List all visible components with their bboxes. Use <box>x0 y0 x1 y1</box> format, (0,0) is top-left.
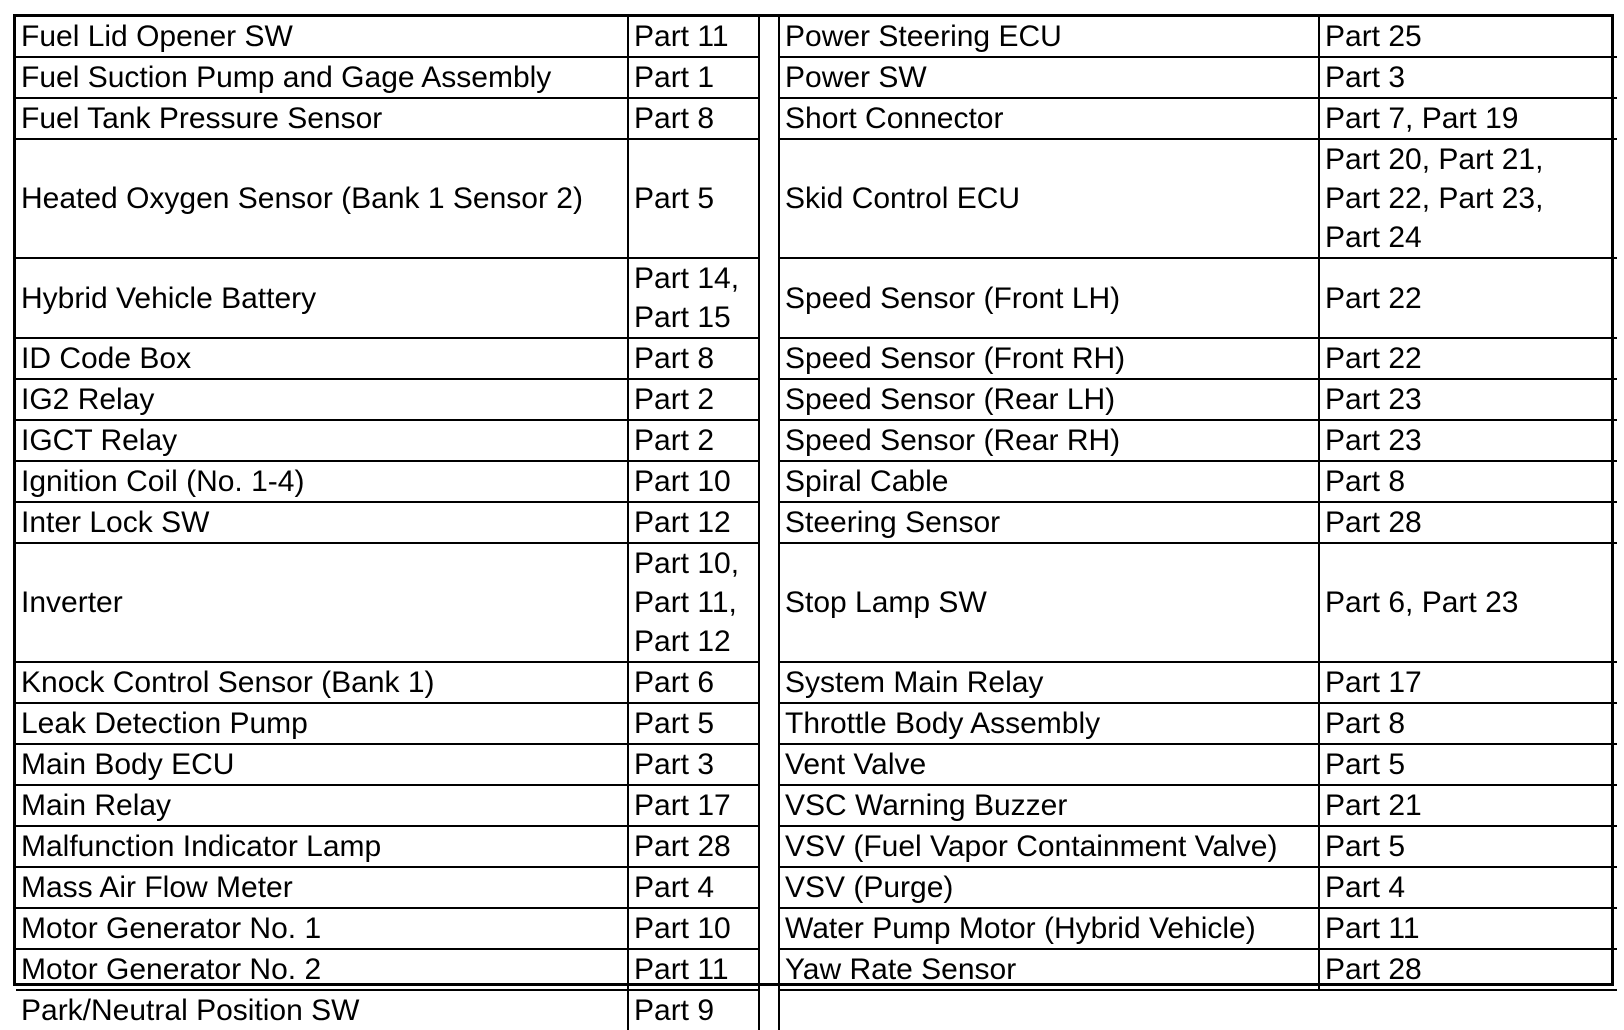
right-component-parts <box>1319 502 1617 543</box>
right-component-parts <box>1319 57 1617 98</box>
parts-location-table <box>13 14 1614 1027</box>
column-divider <box>759 379 779 420</box>
left-component-name: Main Relay <box>16 785 628 826</box>
table-row <box>16 379 1617 420</box>
part-reference: Part 20, Part 21, <box>1325 143 1544 176</box>
part-reference: Part 4 <box>634 871 715 904</box>
left-component-name: Motor Generator No. 2 <box>16 949 628 990</box>
part-reference: Part 12 <box>634 625 731 658</box>
left-component-name: Heated Oxygen Sensor (Bank 1 Sensor 2) <box>16 139 628 258</box>
table-row <box>16 461 1617 502</box>
part-reference: Part 17 <box>634 789 731 822</box>
right-component-parts <box>1319 662 1617 703</box>
right-component-name: Power SW <box>779 57 1319 98</box>
part-reference: Part 3 <box>1325 61 1406 94</box>
part-reference: Part 11, <box>634 586 737 619</box>
part-reference: Part 6 <box>634 666 715 699</box>
left-component-parts <box>628 785 759 826</box>
left-component-name: Inter Lock SW <box>16 502 628 543</box>
part-reference: Part 10 <box>634 912 731 945</box>
table-row <box>16 543 1617 662</box>
left-component-parts <box>628 338 759 379</box>
column-divider <box>759 139 779 258</box>
right-component-name: VSV (Purge) <box>779 867 1319 908</box>
right-component-name: Power Steering ECU <box>779 17 1319 57</box>
column-divider <box>759 949 779 990</box>
left-component-name: Malfunction Indicator Lamp <box>16 826 628 867</box>
left-component-parts <box>628 17 759 57</box>
column-divider <box>759 908 779 949</box>
part-reference: Part 11 <box>634 953 729 986</box>
left-component-parts <box>628 867 759 908</box>
column-divider <box>759 258 779 338</box>
part-reference: Part 22, Part 23, <box>1325 182 1544 215</box>
left-component-name: Motor Generator No. 1 <box>16 908 628 949</box>
right-component-name: System Main Relay <box>779 662 1319 703</box>
left-component-parts <box>628 379 759 420</box>
part-reference: Part 25 <box>1325 20 1422 53</box>
left-component-parts <box>628 949 759 990</box>
right-component-parts <box>1319 908 1617 949</box>
left-component-name: Fuel Suction Pump and Gage Assembly <box>16 57 628 98</box>
right-component-parts <box>1319 420 1617 461</box>
right-component-parts <box>1319 543 1617 662</box>
left-component-parts <box>628 662 759 703</box>
column-divider <box>759 662 779 703</box>
part-reference: Part 28 <box>1325 506 1422 539</box>
part-reference: Part 10, <box>634 547 740 580</box>
part-reference: Part 28 <box>1325 953 1422 986</box>
right-component-parts <box>1319 744 1617 785</box>
right-component-name: Speed Sensor (Front LH) <box>779 258 1319 338</box>
left-component-name: Inverter <box>16 543 628 662</box>
column-divider <box>759 98 779 139</box>
left-component-name: Mass Air Flow Meter <box>16 867 628 908</box>
part-reference: Part 22 <box>1325 342 1422 375</box>
part-reference: Part 23 <box>1325 383 1422 416</box>
part-reference: Part 7, Part 19 <box>1325 102 1519 135</box>
right-component-name: Steering Sensor <box>779 502 1319 543</box>
table-row <box>16 785 1617 826</box>
right-component-name: Water Pump Motor (Hybrid Vehicle) <box>779 908 1319 949</box>
table-row <box>16 703 1617 744</box>
right-component-parts <box>1319 826 1617 867</box>
part-reference: Part 9 <box>634 994 715 1027</box>
left-component-name: Main Body ECU <box>16 744 628 785</box>
part-reference: Part 8 <box>634 342 715 375</box>
right-component-name: Short Connector <box>779 98 1319 139</box>
part-reference: Part 11 <box>1325 912 1420 945</box>
part-reference: Part 5 <box>634 182 715 215</box>
left-component-name: Fuel Tank Pressure Sensor <box>16 98 628 139</box>
column-divider <box>759 990 779 1030</box>
parts-grid <box>16 17 1617 1030</box>
table-row <box>16 826 1617 867</box>
left-component-parts <box>628 502 759 543</box>
part-reference: Part 2 <box>634 424 715 457</box>
part-reference: Part 12 <box>634 506 731 539</box>
right-component-parts <box>1319 258 1617 338</box>
right-component-parts <box>1319 338 1617 379</box>
left-component-name: IGCT Relay <box>16 420 628 461</box>
right-component-name: VSC Warning Buzzer <box>779 785 1319 826</box>
table-row <box>16 744 1617 785</box>
left-component-parts <box>628 98 759 139</box>
left-component-parts <box>628 744 759 785</box>
left-component-name: Knock Control Sensor (Bank 1) <box>16 662 628 703</box>
right-component-name: Speed Sensor (Rear LH) <box>779 379 1319 420</box>
table-row <box>16 949 1617 990</box>
table-row <box>16 57 1617 98</box>
right-component-name: Speed Sensor (Rear RH) <box>779 420 1319 461</box>
part-reference: Part 24 <box>1325 221 1422 254</box>
column-divider <box>759 785 779 826</box>
table-row <box>16 502 1617 543</box>
right-component-parts <box>1319 949 1617 990</box>
left-component-parts <box>628 258 759 338</box>
left-component-parts <box>628 908 759 949</box>
table-row <box>16 420 1617 461</box>
right-component-name: Skid Control ECU <box>779 139 1319 258</box>
part-reference: Part 8 <box>1325 707 1406 740</box>
empty-cell <box>779 990 1617 1030</box>
column-divider <box>759 338 779 379</box>
part-reference: Part 10 <box>634 465 731 498</box>
left-component-parts <box>628 420 759 461</box>
right-component-name: Vent Valve <box>779 744 1319 785</box>
left-component-parts <box>628 57 759 98</box>
right-component-name: Throttle Body Assembly <box>779 703 1319 744</box>
part-reference: Part 23 <box>1325 424 1422 457</box>
right-component-parts <box>1319 785 1617 826</box>
left-component-name: IG2 Relay <box>16 379 628 420</box>
part-reference: Part 5 <box>1325 748 1406 781</box>
right-component-name: Yaw Rate Sensor <box>779 949 1319 990</box>
table-row <box>16 17 1617 57</box>
table-row <box>16 338 1617 379</box>
right-component-parts <box>1319 139 1617 258</box>
left-component-name: Leak Detection Pump <box>16 703 628 744</box>
left-component-parts <box>628 461 759 502</box>
column-divider <box>759 17 779 57</box>
left-component-parts <box>628 990 759 1030</box>
part-reference: Part 15 <box>634 301 731 334</box>
column-divider <box>759 826 779 867</box>
part-reference: Part 11 <box>634 20 729 53</box>
part-reference: Part 5 <box>1325 830 1406 863</box>
table-row <box>16 867 1617 908</box>
part-reference: Part 1 <box>634 61 715 94</box>
part-reference: Part 5 <box>634 707 715 740</box>
column-divider <box>759 57 779 98</box>
part-reference: Part 8 <box>1325 465 1406 498</box>
right-component-parts <box>1319 17 1617 57</box>
right-component-name: Stop Lamp SW <box>779 543 1319 662</box>
right-component-parts <box>1319 867 1617 908</box>
left-component-parts <box>628 703 759 744</box>
column-divider <box>759 461 779 502</box>
table-row <box>16 98 1617 139</box>
column-divider <box>759 744 779 785</box>
part-reference: Part 14, <box>634 262 740 295</box>
part-reference: Part 6, Part 23 <box>1325 586 1519 619</box>
right-component-parts <box>1319 98 1617 139</box>
part-reference: Part 28 <box>634 830 731 863</box>
right-component-name: Spiral Cable <box>779 461 1319 502</box>
part-reference: Part 2 <box>634 383 715 416</box>
left-component-parts <box>628 543 759 662</box>
part-reference: Part 21 <box>1325 789 1422 822</box>
part-reference: Part 4 <box>1325 871 1406 904</box>
left-component-name: ID Code Box <box>16 338 628 379</box>
part-reference: Part 3 <box>634 748 715 781</box>
table-row <box>16 258 1617 338</box>
table-row <box>16 662 1617 703</box>
table-row <box>16 990 1617 1030</box>
table-row <box>16 139 1617 258</box>
left-component-name: Hybrid Vehicle Battery <box>16 258 628 338</box>
column-divider <box>759 543 779 662</box>
left-component-name: Ignition Coil (No. 1-4) <box>16 461 628 502</box>
left-component-parts <box>628 139 759 258</box>
column-divider <box>759 867 779 908</box>
right-component-name: VSV (Fuel Vapor Containment Valve) <box>779 826 1319 867</box>
right-component-parts <box>1319 379 1617 420</box>
right-component-name: Speed Sensor (Front RH) <box>779 338 1319 379</box>
right-component-parts <box>1319 703 1617 744</box>
left-component-parts <box>628 826 759 867</box>
left-component-name: Fuel Lid Opener SW <box>16 17 628 57</box>
part-reference: Part 8 <box>634 102 715 135</box>
part-reference: Part 22 <box>1325 281 1422 315</box>
column-divider <box>759 502 779 543</box>
part-reference: Part 17 <box>1325 666 1422 699</box>
column-divider <box>759 703 779 744</box>
left-component-name: Park/Neutral Position SW <box>16 990 628 1030</box>
table-row <box>16 908 1617 949</box>
right-component-parts <box>1319 461 1617 502</box>
column-divider <box>759 420 779 461</box>
